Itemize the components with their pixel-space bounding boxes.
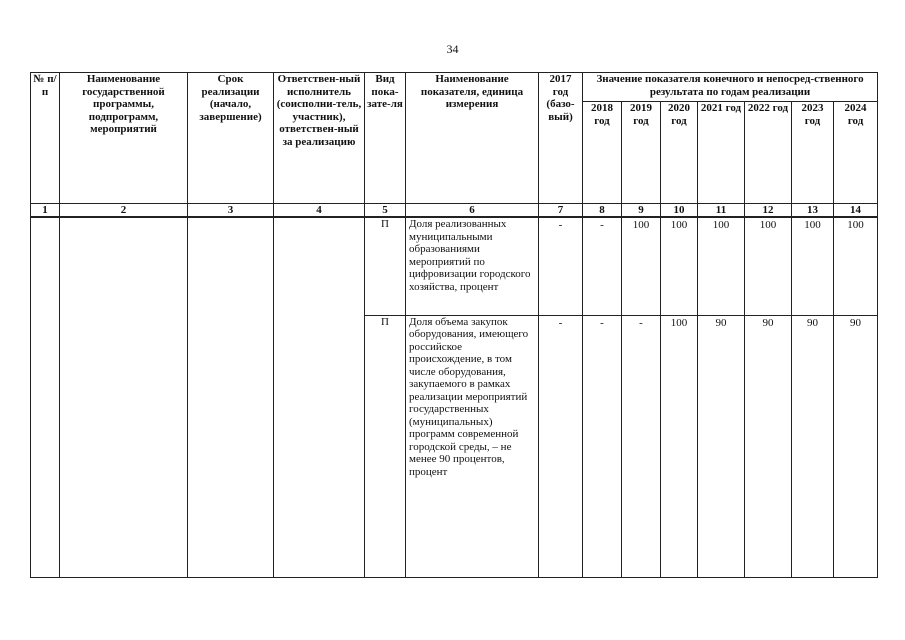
column-number: 11	[698, 204, 745, 218]
header-year: 2018 год	[583, 102, 622, 204]
cell-program-name	[60, 217, 188, 577]
cell-base-value: -	[539, 217, 583, 315]
header-values-group: Значение показателя конечного и непосред-ственного результата по годам реализации	[583, 73, 878, 102]
cell-value-2019: -	[622, 315, 661, 577]
cell-value-2024: 90	[834, 315, 878, 577]
header-year: 2020 год	[661, 102, 698, 204]
cell-value-2024: 100	[834, 217, 878, 315]
column-number: 9	[622, 204, 661, 218]
header-number: № п/п	[31, 73, 60, 204]
table-row	[31, 217, 878, 315]
cell-indicator-type: П	[365, 217, 406, 315]
cell-value-2021: 90	[698, 315, 745, 577]
column-number: 13	[792, 204, 834, 218]
cell-value-2018: -	[583, 217, 622, 315]
indicators-table	[30, 72, 878, 578]
cell-value-2018: -	[583, 315, 622, 577]
cell-value-2021: 100	[698, 217, 745, 315]
header-indicator-type: Вид пока-зате-ля	[365, 73, 406, 204]
column-number: 7	[539, 204, 583, 218]
cell-value-2023: 100	[792, 217, 834, 315]
cell-value-2019: 100	[622, 217, 661, 315]
header-indicator-name: Наименование показателя, единица измерения	[406, 73, 539, 204]
page-number: 34	[446, 42, 459, 56]
cell-number	[31, 217, 60, 577]
header-year: 2022 год	[745, 102, 792, 204]
cell-base-value: -	[539, 315, 583, 577]
cell-term	[188, 217, 274, 577]
column-number: 6	[406, 204, 539, 218]
column-number: 8	[583, 204, 622, 218]
header-year: 2021 год	[698, 102, 745, 204]
header-year: 2024 год	[834, 102, 878, 204]
column-number: 2	[60, 204, 188, 218]
header-base-year: 2017 год (базо-вый)	[539, 73, 583, 204]
cell-value-2022: 90	[745, 315, 792, 577]
column-number: 5	[365, 204, 406, 218]
header-responsible: Ответствен-ный исполнитель (соисполни-тель, участник), ответствен-ный за реализацию	[274, 73, 365, 204]
cell-indicator-name: Доля объема закупок оборудования, имеющего российское происхождение, в том числе оборудования, закупаемого в рамках реализации мероприятий государственных (муниципальных) программ современной городской среды, – не менее 90 процентов, процент	[406, 315, 539, 577]
column-number: 14	[834, 204, 878, 218]
cell-value-2023: 90	[792, 315, 834, 577]
header-term: Срок реализации (начало, завершение)	[188, 73, 274, 204]
cell-value-2020: 100	[661, 315, 698, 577]
column-number: 12	[745, 204, 792, 218]
column-number: 4	[274, 204, 365, 218]
cell-indicator-name: Доля реализованных муниципальными образованиями мероприятий по цифровизации городского хозяйства, процент	[406, 217, 539, 315]
column-number: 3	[188, 204, 274, 218]
header-year: 2019 год	[622, 102, 661, 204]
cell-indicator-type: П	[365, 315, 406, 577]
cell-responsible	[274, 217, 365, 577]
cell-value-2022: 100	[745, 217, 792, 315]
header-year: 2023 год	[792, 102, 834, 204]
cell-value-2020: 100	[661, 217, 698, 315]
column-number: 10	[661, 204, 698, 218]
header-program-name: Наименование государственной программы, подпрограмм, мероприятий	[60, 73, 188, 204]
column-number: 1	[31, 204, 60, 218]
